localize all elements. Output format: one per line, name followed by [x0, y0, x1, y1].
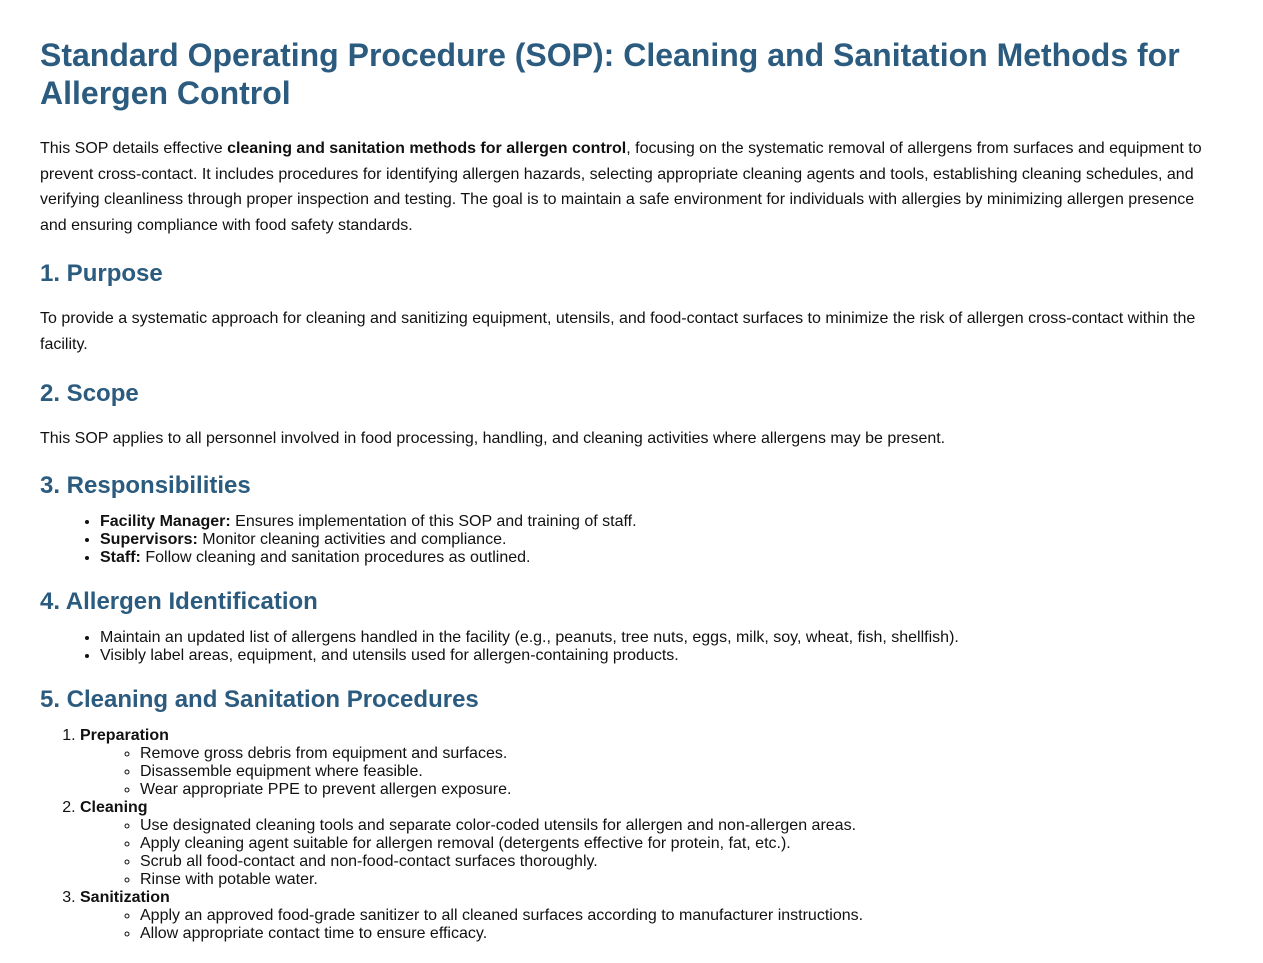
procedure-step	[80, 799, 1223, 889]
list-item: ◦ Wear appropriate PPE to prevent allergen exposure.	[140, 781, 1223, 799]
step-title: Sanitization	[80, 889, 170, 907]
step-substeps	[80, 817, 1223, 889]
responsibilities-list	[40, 513, 1223, 567]
intro-text-before: This SOP details effective	[40, 140, 228, 157]
list-item: ◦ Allow appropriate contact time to ensure efficacy.	[140, 925, 1223, 943]
list-item: • Maintain an updated list of allergens handled in the facility (e.g., peanuts, tree nuts, eggs, milk, soy, wheat, fish, shellfish).	[100, 629, 1223, 647]
list-item: ◦ Use designated cleaning tools and separate color-coded utensils for allergen and non-allergen areas.	[140, 817, 1223, 835]
intro-text-after: , focusing on the systematic removal of allergens from surfaces and equipment to prevent cross-contact. It includes procedures for identifying allergen hazards, selecting appropriate cleaning agents and tools, establishing cleaning schedules, and verifying cleanliness through proper inspection and testing. The goal is to maintain a safe environment for individuals with allergies by minimizing allergen presence and ensuring compliance with food safety standards.	[40, 140, 1202, 234]
intro-paragraph	[40, 136, 1215, 238]
list-item: • Visibly label areas, equipment, and utensils used for allergen-containing products.	[100, 647, 1223, 665]
list-item	[100, 549, 1223, 567]
list-item: ◦ Scrub all food-contact and non-food-contact surfaces thoroughly.	[140, 853, 1223, 871]
procedures-heading: 5. Cleaning and Sanitation Procedures	[40, 686, 479, 714]
role-label: Staff:	[100, 549, 141, 567]
intro-text-bold: cleaning and sanitation methods for allergen control	[227, 140, 627, 157]
role-label: Supervisors:	[100, 531, 198, 549]
role-description: Follow cleaning and sanitation procedures as outlined.	[140, 549, 531, 567]
purpose-text: To provide a systematic approach for cleaning and sanitizing equipment, utensils, and food-contact surfaces to minimize the risk of allergen cross-contact within the facility.	[40, 310, 1196, 353]
scope-heading: 2. Scope	[40, 379, 139, 407]
list-item	[100, 531, 1223, 549]
list-item: ◦ Apply cleaning agent suitable for allergen removal (detergents effective for protein, fat, etc.).	[140, 835, 1223, 853]
list-item: ◦ Rinse with potable water.	[140, 871, 1223, 889]
list-item: ◦ Apply an approved food-grade sanitizer to all cleaned surfaces according to manufacturer instructions.	[140, 907, 1223, 925]
list-item: ◦ Disassemble equipment where feasible.	[140, 763, 1223, 781]
identification-list	[40, 629, 1223, 665]
list-item	[100, 513, 1223, 531]
role-description: Monitor cleaning activities and compliance.	[197, 531, 507, 549]
list-item: ◦ Remove gross debris from equipment and surfaces.	[140, 745, 1223, 763]
step-substeps	[80, 907, 1223, 943]
step-title: Cleaning	[80, 799, 148, 817]
role-description: Ensures implementation of this SOP and training of staff.	[230, 513, 637, 531]
procedure-steps	[40, 727, 1223, 943]
scope-text: This SOP applies to all personnel involved in food processing, handling, and cleaning activities where allergens may be present.	[40, 429, 946, 447]
step-substeps	[80, 745, 1223, 799]
identification-heading: 4. Allergen Identification	[40, 588, 318, 616]
responsibilities-heading: 3. Responsibilities	[40, 472, 251, 500]
procedure-step	[80, 727, 1223, 799]
procedure-step	[80, 889, 1223, 943]
purpose-heading: 1. Purpose	[40, 260, 163, 288]
role-label: Facility Manager:	[100, 513, 231, 531]
page-title: Standard Operating Procedure (SOP): Cleaning and Sanitation Methods for Allergen Control	[40, 37, 1180, 111]
step-title: Preparation	[80, 727, 169, 745]
